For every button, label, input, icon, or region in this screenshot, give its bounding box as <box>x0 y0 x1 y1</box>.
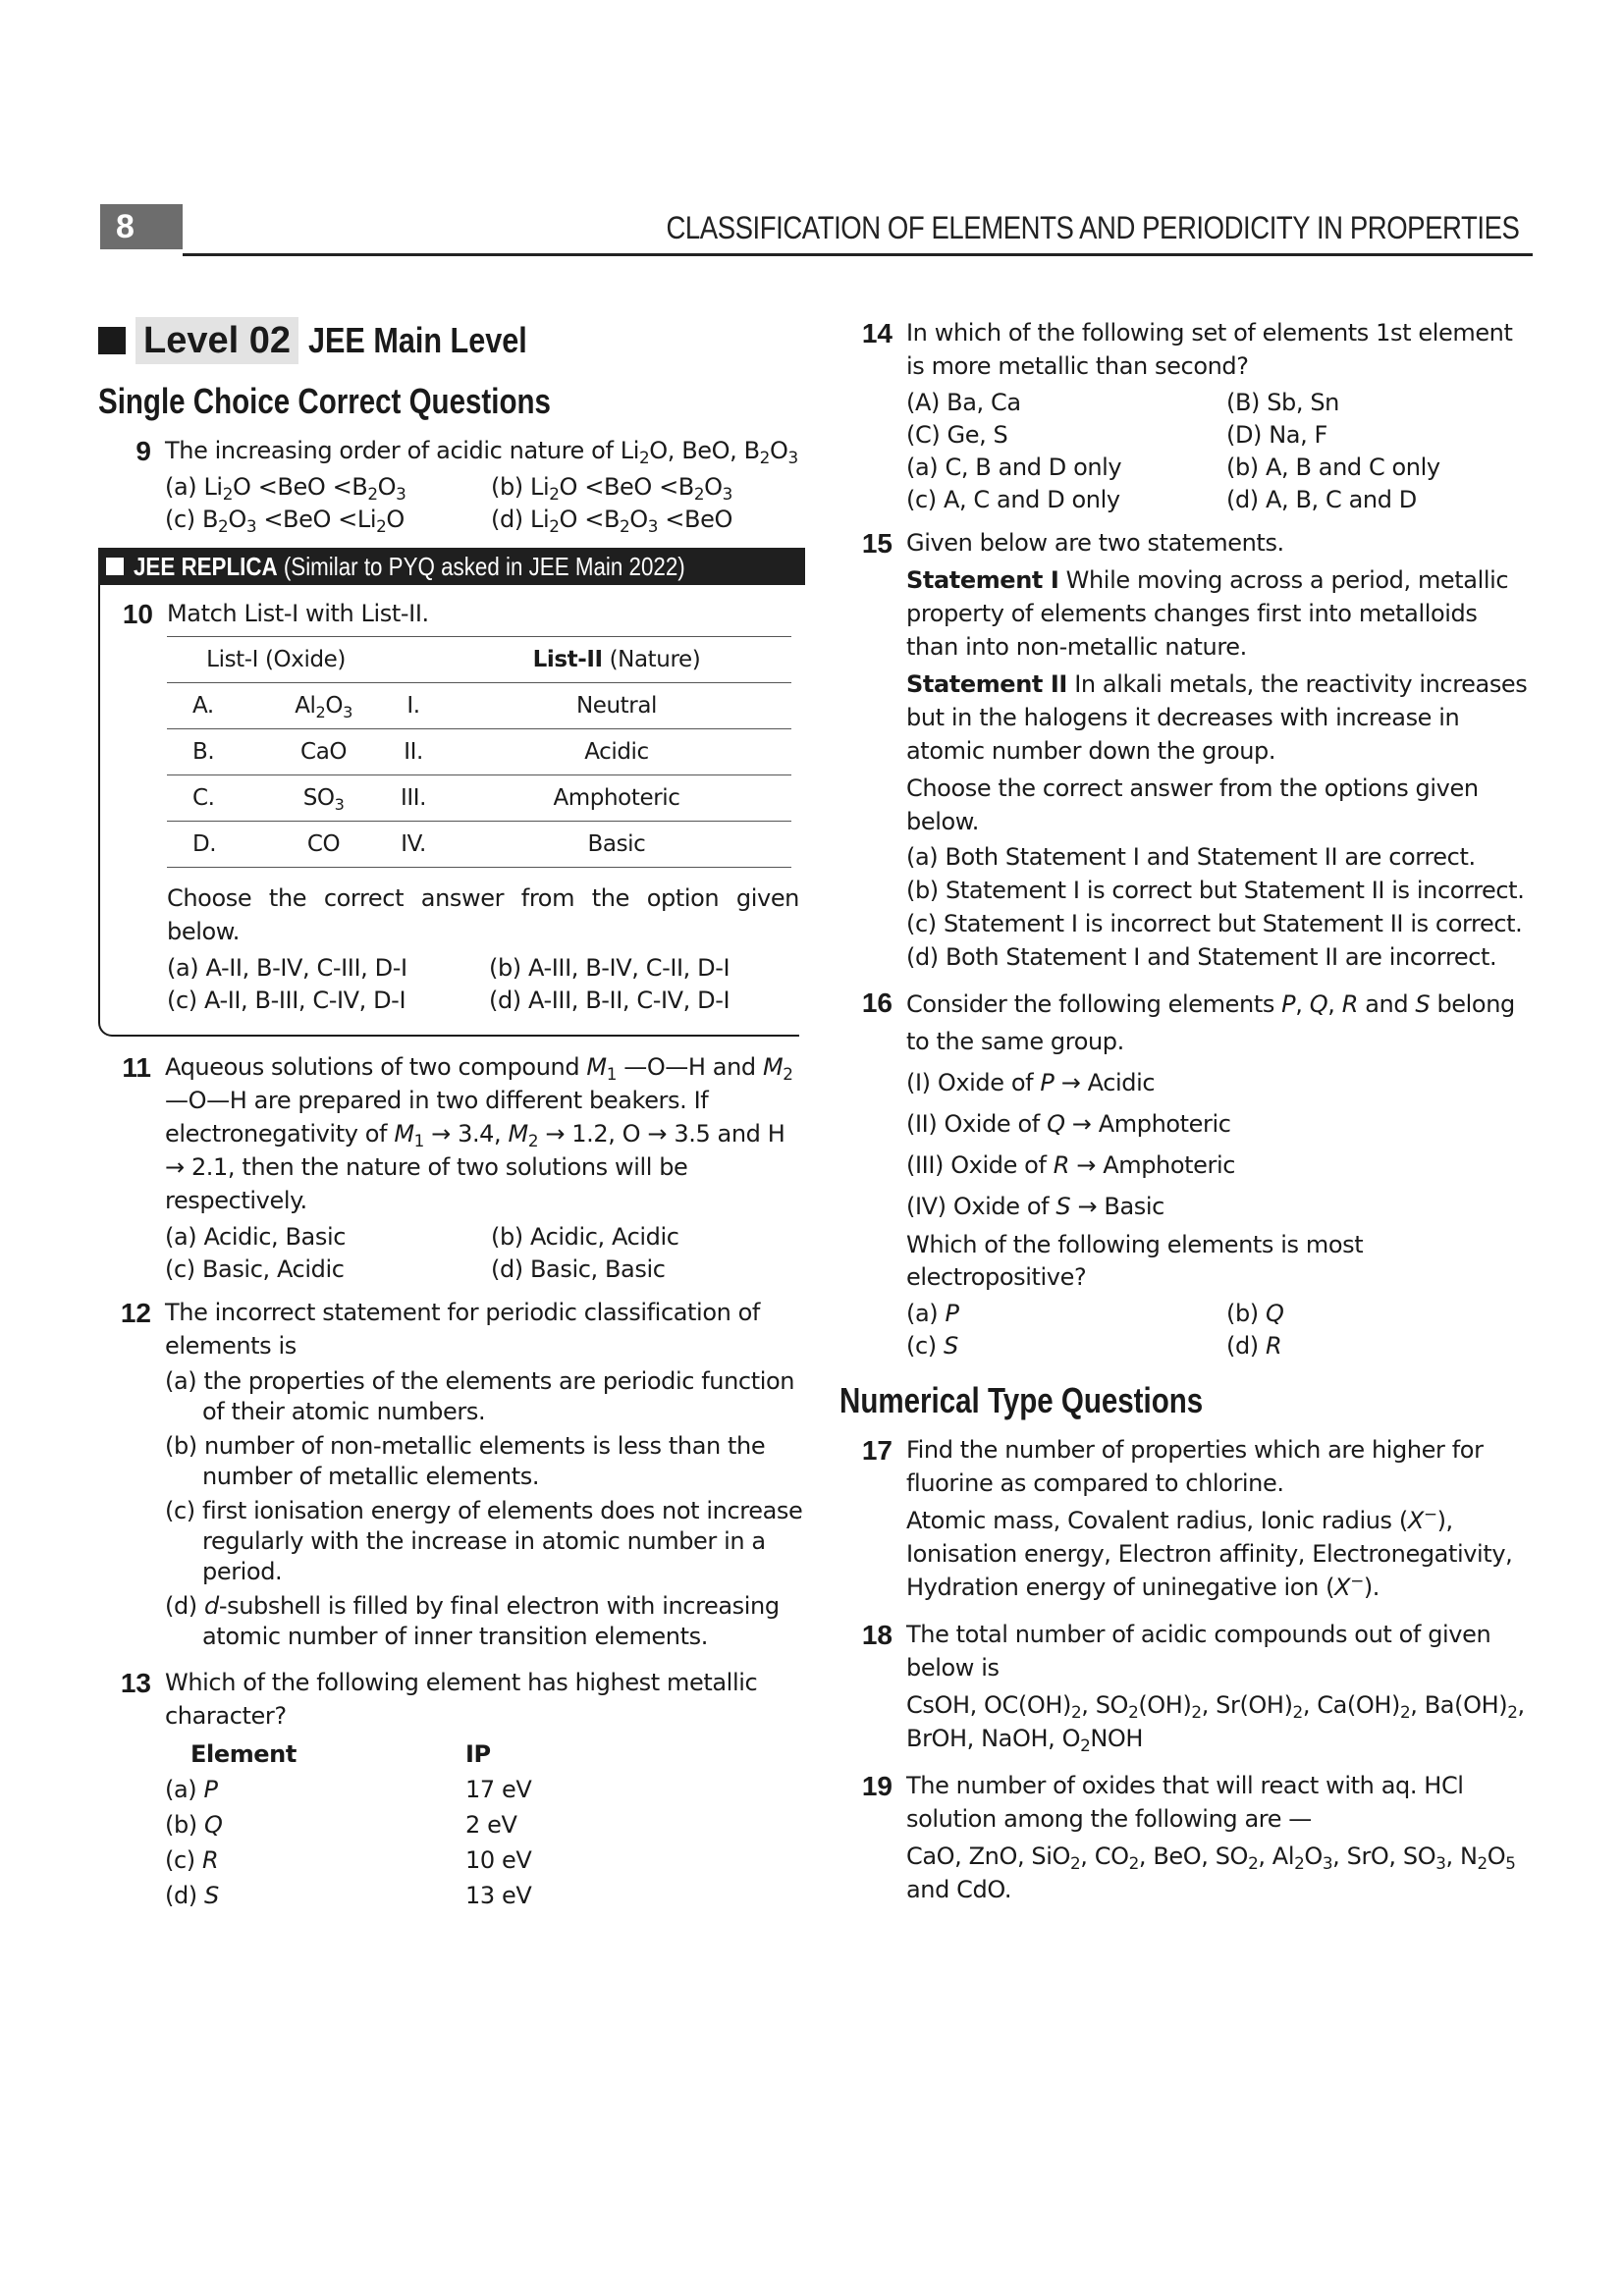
option-d[interactable]: (d) S 13 eV <box>165 1882 532 1909</box>
question-number: 11 <box>122 1052 151 1083</box>
table-row: C. $SO_3$ III. Amphoteric <box>167 775 791 822</box>
option-a[interactable]: (a) C, B and D only <box>906 454 1122 481</box>
option-a[interactable]: (a) Both Statement I and Statement II are correct. <box>906 843 1476 871</box>
jee-replica-banner <box>98 548 805 585</box>
question-sub: Which of the following elements is most electropositive? <box>906 1231 1364 1291</box>
choose-text: Choose the correct answer from the options given below. <box>906 774 1479 835</box>
option-c[interactable]: (c) Statement I is incorrect but Statement II is correct. <box>906 910 1523 937</box>
question-body <box>906 526 1535 976</box>
question-text: In which of the following set of elements 1st element is more metallic than second? <box>906 319 1513 380</box>
question-body <box>165 1296 805 1656</box>
question-text: Which of the following element has highest metallic character? <box>165 1669 758 1730</box>
level-square-icon <box>98 327 126 354</box>
item-D: (D) Na, F <box>1226 421 1327 449</box>
statement-iv: (IV) Oxide of S → Basic <box>906 1193 1164 1220</box>
option-d[interactable]: (d) Both Statement I and Statement II are incorrect. <box>906 943 1497 971</box>
option-d[interactable]: (d) A-III, B-II, C-IV, D-I <box>489 987 730 1014</box>
question-17 <box>839 1433 1535 1608</box>
options <box>906 1298 1535 1362</box>
option-b[interactable]: (b) number of non-metallic elements is less than the number of metallic elements. <box>165 1432 766 1490</box>
question-number: 15 <box>861 528 893 559</box>
question-12 <box>98 1296 805 1656</box>
list-1-header: List-I (Oxide) <box>167 637 385 683</box>
question-text: Match List-I with List-II. <box>167 600 429 627</box>
table-row: A. $Al_2O_3$ I. Neutral <box>167 683 791 729</box>
question-9 <box>98 434 805 536</box>
option-c[interactable]: (c) A, C and D only <box>906 486 1120 513</box>
level-badge: Level 02 <box>135 317 298 364</box>
question-body <box>167 597 799 1017</box>
header-rule <box>183 253 1533 256</box>
running-header: CLASSIFICATION OF ELEMENTS AND PERIODICITY IN PROPERTIES <box>666 210 1519 245</box>
ip-table <box>165 1736 531 1913</box>
option-a[interactable]: (a) Acidic, Basic <box>165 1223 347 1251</box>
question-10 <box>100 597 799 1017</box>
question-number: 14 <box>861 318 893 348</box>
options <box>165 471 805 536</box>
question-intro: Given below are two statements. <box>906 529 1284 557</box>
right-column <box>839 316 1535 1920</box>
option-d[interactable]: (d) $Li_2O <B_2O_3 <BeO$ <box>491 506 732 537</box>
statement-iii: (III) Oxide of R → Amphoteric <box>906 1151 1236 1179</box>
item-C: (C) Ge, S <box>906 421 1008 449</box>
property-list: Atomic mass, Covalent radius, Ionic radius (X−), Ionisation energy, Electron affinity, Electronegativity, Hydration energy of uninegative ion (X−). <box>906 1504 1513 1601</box>
level-heading <box>98 316 805 365</box>
statement-1: Statement I While moving across a period, metallic property of elements changes first into metalloids than into non-metallic nature. <box>906 566 1509 661</box>
question-body <box>906 316 1535 516</box>
options <box>165 1221 805 1286</box>
option-c[interactable]: (c) S <box>906 1332 958 1360</box>
option-a[interactable]: (a) $Li_2O <BeO <B_2O_3$ <box>165 473 406 505</box>
option-d[interactable]: (d) Basic, Basic <box>491 1255 666 1283</box>
question-number: 9 <box>135 436 151 466</box>
question-18 <box>839 1618 1535 1759</box>
question-text: The increasing order of acidic nature of $Li_2O$, BeO, $B_2O_3$ <box>165 437 798 468</box>
question-text: The number of oxides that will react with aq. HCl solution among the following are — <box>906 1772 1464 1833</box>
item-B: (B) Sb, Sn <box>1226 389 1339 416</box>
question-text: Consider the following elements P, Q, R and S belong to the same group. <box>906 990 1515 1055</box>
statement-i: (I) Oxide of P → Acidic <box>906 1069 1156 1096</box>
table-row: B. CaO II. Acidic <box>167 729 791 775</box>
option-d[interactable]: (d) d-subshell is filled by final electron with increasing atomic number of inner transition elements. <box>165 1592 780 1650</box>
question-number: 18 <box>861 1620 893 1650</box>
options <box>906 842 1535 972</box>
question-number: 12 <box>120 1298 151 1328</box>
option-d[interactable]: (d) R <box>1226 1332 1282 1360</box>
option-b[interactable]: (b) $Li_2O <BeO <B_2O_3$ <box>491 473 732 505</box>
section-title-numerical: Numerical Type Questions <box>839 1380 1204 1420</box>
col-element-header: Element <box>190 1740 297 1768</box>
question-body <box>165 1666 805 1913</box>
option-b[interactable]: (b) Statement I is correct but Statement II is incorrect. <box>906 877 1525 904</box>
option-c[interactable]: (c) Basic, Acidic <box>165 1255 345 1283</box>
item-A: (A) Ba, Ca <box>906 389 1021 416</box>
question-19 <box>839 1769 1535 1910</box>
statement-ii: (II) Oxide of Q → Amphoteric <box>906 1110 1231 1138</box>
question-14 <box>839 316 1535 516</box>
option-a[interactable]: (a) P <box>906 1300 959 1327</box>
choose-text: Choose the correct answer from the option given below. <box>167 884 799 945</box>
question-number: 16 <box>861 988 893 1018</box>
option-c[interactable]: (c) first ionisation energy of elements does not increase regularly with the increase in atomic number in a period. <box>165 1497 803 1585</box>
options <box>906 387 1535 516</box>
question-number: 19 <box>861 1771 893 1801</box>
question-text: The incorrect statement for periodic classification of elements is <box>165 1299 760 1360</box>
question-body <box>906 1769 1535 1910</box>
match-table <box>167 636 791 868</box>
question-body <box>165 434 805 536</box>
question-number: 17 <box>861 1435 893 1466</box>
option-b[interactable]: (b) Q <box>1226 1300 1284 1327</box>
option-a[interactable]: (a) A-II, B-IV, C-III, D-I <box>167 954 407 982</box>
options <box>167 952 799 1017</box>
left-column <box>98 316 805 1923</box>
compound-list: CsOH, $OC(OH)_2$, $SO_2(OH)_2$, $Sr(OH)_2$, $Ca(OH)_2$, $Ba(OH)_2$, BrOH, NaOH, $O_2NOH$ <box>906 1691 1525 1756</box>
table-row: D. CO IV. Basic <box>167 822 791 868</box>
oxide-list: CaO, ZnO, SiO$_2$, $CO_2$, BeO, $SO_2$, $Al_2O_3$, SrO, $SO_3$, $N_2O_5$ and CdO. <box>906 1842 1516 1903</box>
question-body <box>906 1433 1535 1608</box>
option-c[interactable]: (c) R 10 eV <box>165 1846 532 1874</box>
option-a[interactable]: (a) P 17 eV <box>165 1776 532 1803</box>
question-text: Find the number of properties which are higher for fluorine as compared to chlorine. <box>906 1436 1484 1497</box>
question-body <box>906 986 1535 1362</box>
list-2-header: List-II (Nature) <box>442 637 791 683</box>
section-title-single-choice: Single Choice Correct Questions <box>98 381 551 421</box>
statement-2: Statement II In alkali metals, the reactivity increases but in the halogens it decreases with increase in atomic number down the group. <box>906 670 1528 765</box>
options <box>165 1366 805 1652</box>
question-15 <box>839 526 1535 976</box>
question-text: The total number of acidic compounds out of given below is <box>906 1621 1491 1682</box>
option-b[interactable]: (b) A, B and C only <box>1226 454 1440 481</box>
question-number: 13 <box>120 1668 151 1698</box>
jee-replica-box <box>98 585 799 1037</box>
replica-square-icon <box>106 558 124 575</box>
question-text: Aqueous solutions of two compound $M_1$ —O—H and $M_2$ —O—H are prepared in two different beakers. If electronegativity of $M_1 \to 3.4$, $M_2 \to 1.2$, O → 3.5 and H → 2.1, then the nature of two solutions will be respectively. <box>165 1053 793 1214</box>
question-number: 10 <box>122 599 153 629</box>
question-13 <box>98 1666 805 1913</box>
question-11 <box>98 1050 805 1286</box>
level-subtitle: JEE Main Level <box>308 320 527 360</box>
option-b[interactable]: (b) A-III, B-IV, C-II, D-I <box>489 954 730 982</box>
option-b[interactable]: (b) Q 2 eV <box>165 1811 517 1839</box>
question-16 <box>839 986 1535 1362</box>
option-b[interactable]: (b) Acidic, Acidic <box>491 1223 679 1251</box>
option-c[interactable]: (c) A-II, B-III, C-IV, D-I <box>167 987 406 1014</box>
page-number: 8 <box>100 204 183 249</box>
option-d[interactable]: (d) A, B, C and D <box>1226 486 1417 513</box>
replica-text: JEE REPLICA (Similar to PYQ asked in JEE Main 2022) <box>134 551 685 581</box>
option-a[interactable]: (a) the properties of the elements are periodic function of their atomic numbers. <box>165 1367 795 1425</box>
question-body <box>165 1050 805 1286</box>
col-ip-header: IP <box>465 1740 491 1768</box>
option-c[interactable]: (c) $B_2O_3 <BeO <Li_2O$ <box>165 506 405 537</box>
question-body <box>906 1618 1535 1759</box>
